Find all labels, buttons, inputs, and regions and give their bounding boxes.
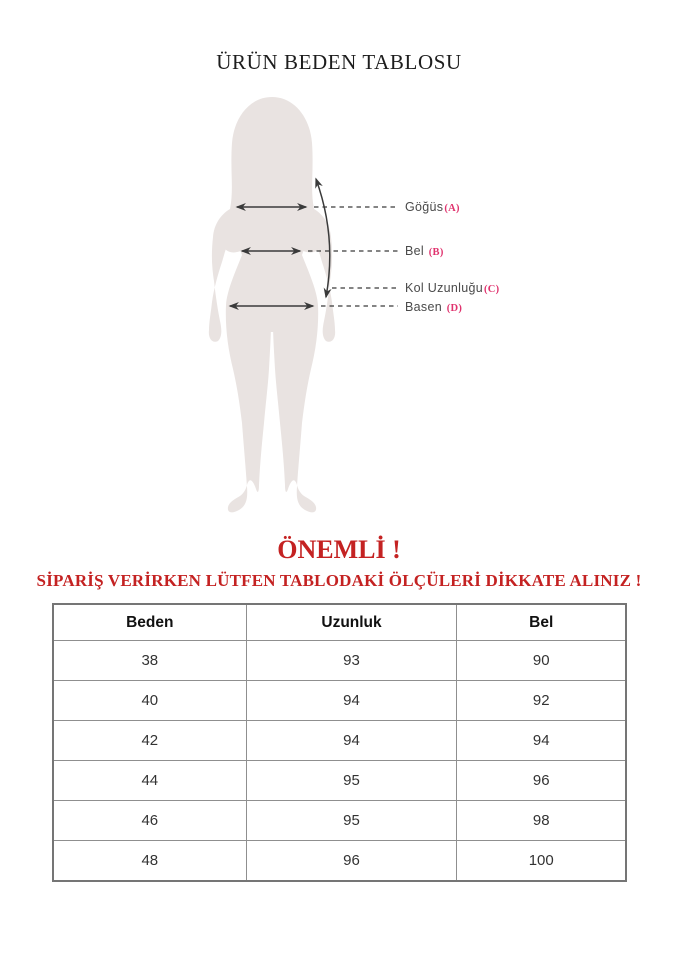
cell-uzunluk: 96 [246,841,457,882]
cell-uzunluk: 94 [246,681,457,721]
measure-letter-d: (D) [446,303,463,314]
important-heading: ÖNEMLİ ! [277,535,401,564]
measure-label-text: Kol Uzunluğu [405,281,483,295]
silhouette-right-leg [273,305,318,512]
measure-letter-b: (B) [428,247,444,258]
column-header-bel: Bel [457,604,626,641]
measure-letter-a: (A) [444,203,460,214]
warning-text: SİPARİŞ VERİRKEN LÜTFEN TABLODAKİ ÖLÇÜLERİ DİKKATE ALINIZ ! [36,571,642,590]
silhouette-left-leg [226,305,271,512]
table-row [53,761,626,801]
measure-label-text: Bel [405,244,428,258]
cell-bel: 94 [457,721,626,761]
cell-beden: 46 [53,801,246,841]
measure-letter-c: (C) [483,284,500,295]
cell-beden: 40 [53,681,246,721]
table-row [53,721,626,761]
cell-bel: 90 [457,641,626,681]
measure-label-hip [405,300,462,314]
cell-uzunluk: 95 [246,801,457,841]
column-header-uzunluk: Uzunluk [246,604,457,641]
size-table-header-row [53,604,626,641]
measure-label-text: Göğüs [405,200,444,214]
cell-bel: 96 [457,761,626,801]
page-title: ÜRÜN BEDEN TABLOSU [216,50,462,74]
measure-label-chest [405,200,460,214]
female-silhouette [209,97,335,512]
cell-bel: 100 [457,841,626,882]
cell-bel: 92 [457,681,626,721]
table-row [53,801,626,841]
table-row [53,641,626,681]
column-header-beden: Beden [53,604,246,641]
measure-label-waist [405,244,444,258]
cell-beden: 38 [53,641,246,681]
female-silhouette-illustration [180,85,410,525]
body-measurement-diagram [180,85,510,525]
cell-beden: 42 [53,721,246,761]
cell-uzunluk: 93 [246,641,457,681]
cell-beden: 48 [53,841,246,882]
cell-uzunluk: 94 [246,721,457,761]
size-table [52,603,627,882]
table-row [53,681,626,721]
cell-bel: 98 [457,801,626,841]
measure-label-sleeve [405,281,499,295]
table-row [53,841,626,882]
cell-beden: 44 [53,761,246,801]
measure-label-text: Basen [405,300,446,314]
cell-uzunluk: 95 [246,761,457,801]
